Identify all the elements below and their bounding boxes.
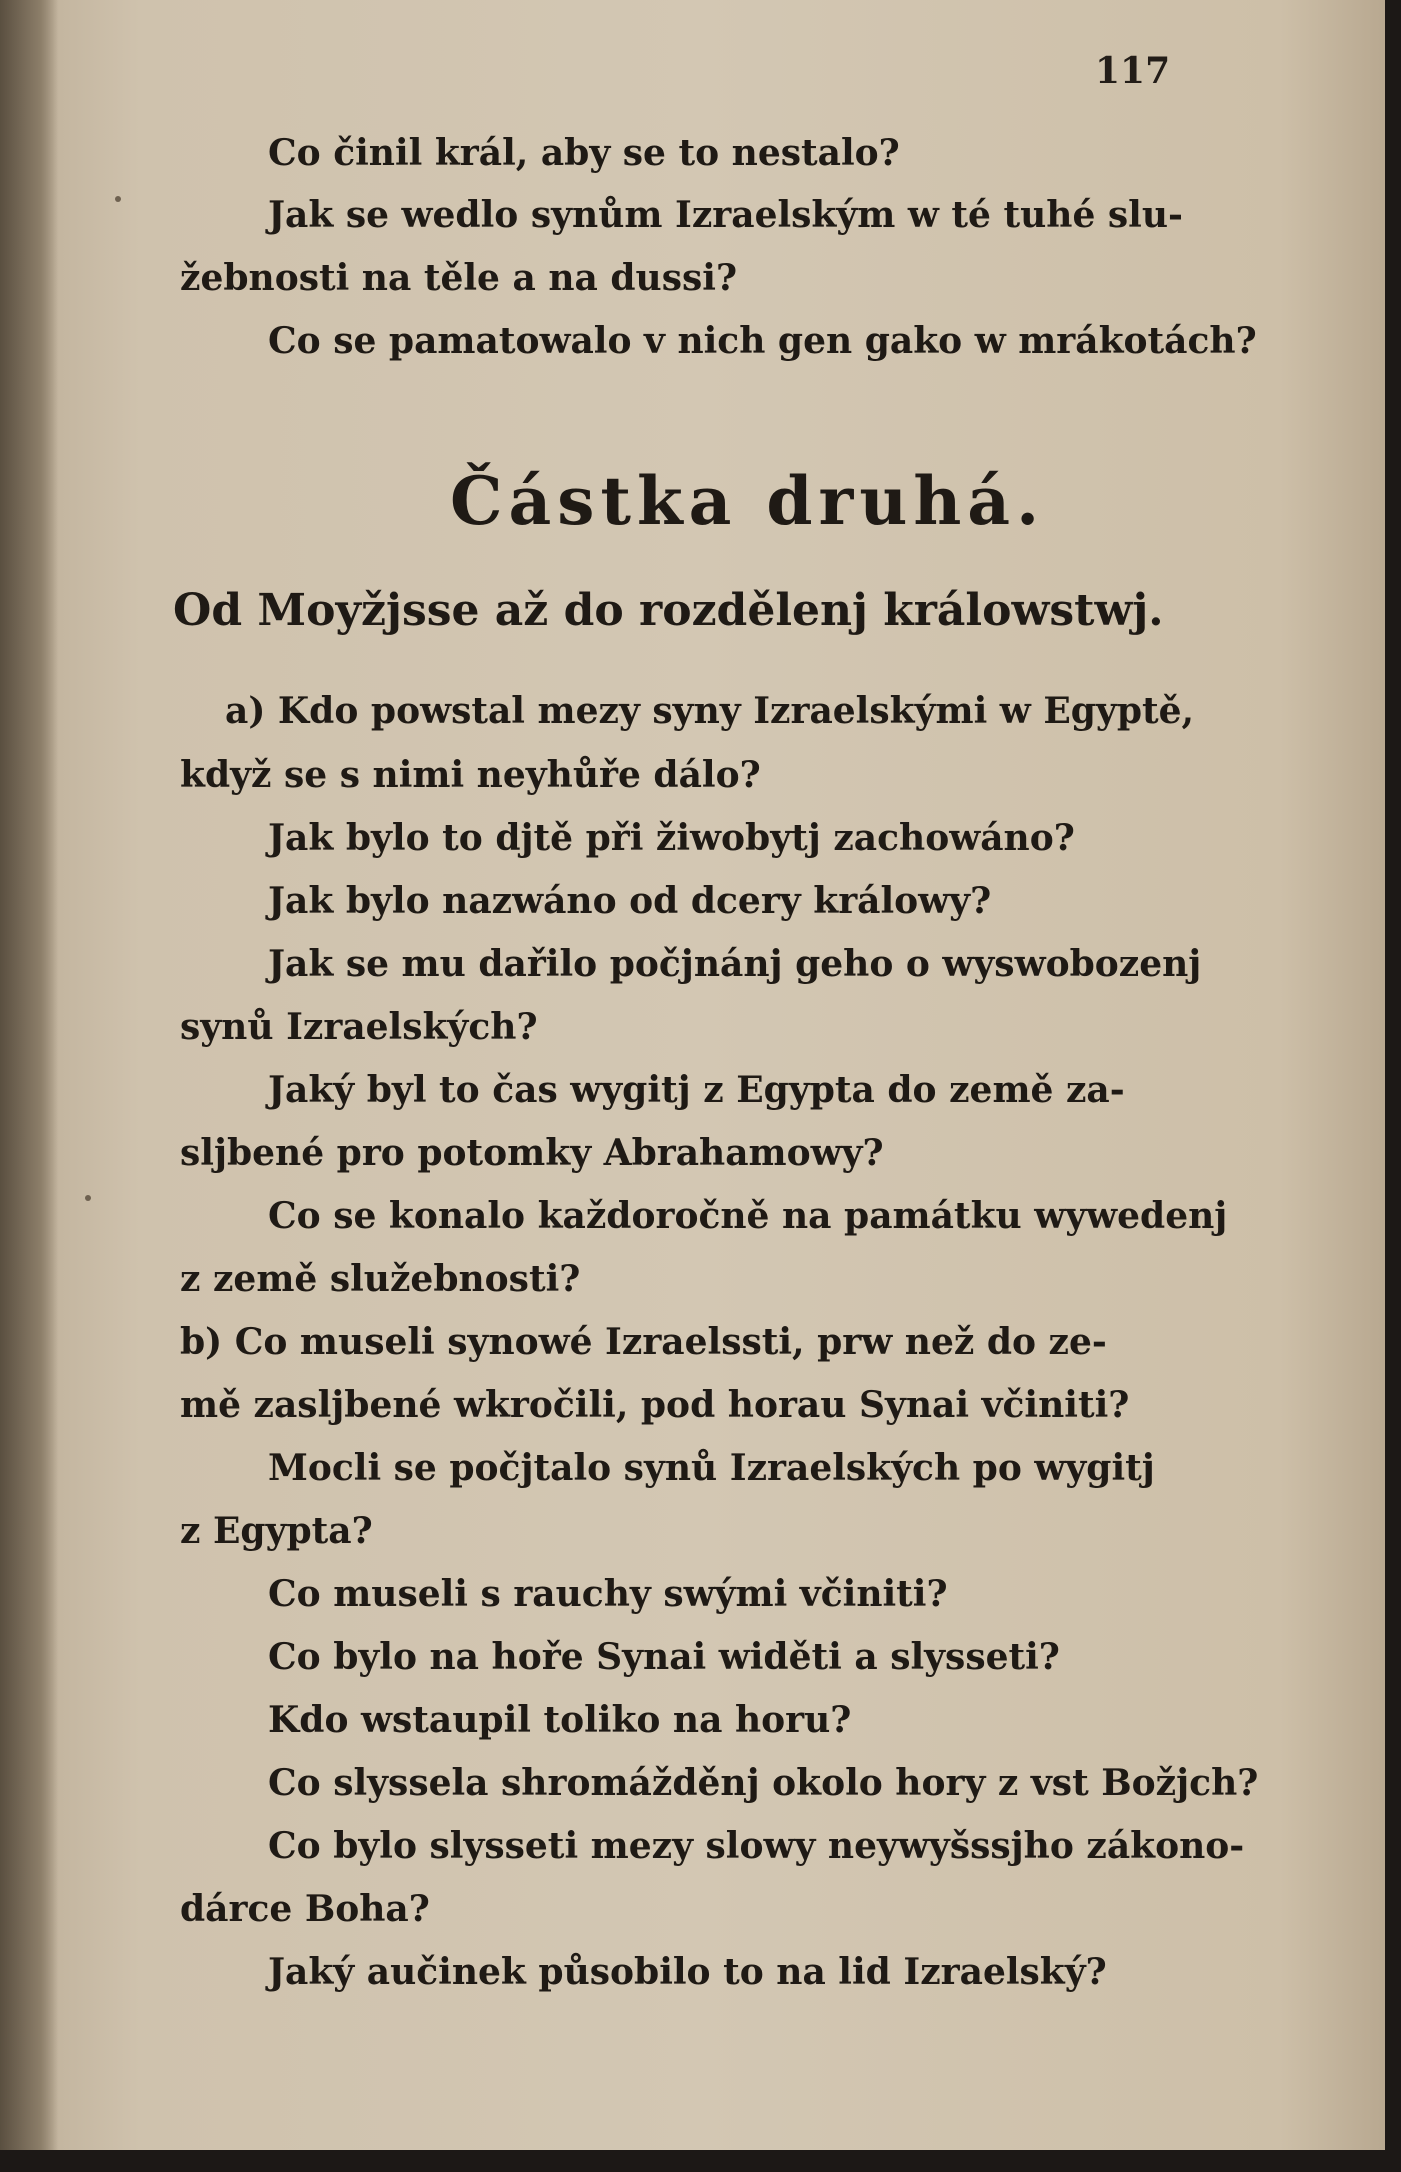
section-subheading: Od Moyžjsse až do rozdělenj králowstwj. <box>173 585 1164 636</box>
body-line: Co slyssela shromážděnj okolo hory z vst Božjch? <box>268 1762 1259 1804</box>
page-number: 117 <box>1095 50 1171 92</box>
paper-speck <box>85 1195 91 1201</box>
body-line: synů Izraelských? <box>180 1006 538 1048</box>
body-line: z země služebnosti? <box>180 1258 581 1300</box>
body-line: Jaký byl to čas wygitj z Egypta do země za- <box>268 1069 1125 1111</box>
body-line: mě zaslјbené wkročili, pod horau Synai včiniti? <box>180 1384 1130 1426</box>
body-line: Co bylo na hoře Synai widěti a slysseti? <box>268 1636 1060 1678</box>
intro-line: Co činil král, aby se to nestalo? <box>268 132 900 174</box>
binding-gutter <box>0 0 58 2150</box>
paper-speck <box>115 196 121 202</box>
body-line: Jak se mu dařilo počjnánj geho o wyswobozenj <box>268 943 1202 985</box>
body-line: Jak bylo nazwáno od dcery králowy? <box>268 880 992 922</box>
body-line: dárce Boha? <box>180 1888 430 1930</box>
body-line: Co bylo slysseti mezy slowy neywyšssjho zákono- <box>268 1825 1245 1867</box>
body-line: Mocli se počjtalo synů Izraelských po wygitj <box>268 1447 1155 1489</box>
body-line: Co se konalo každoročně na památku wywedenj <box>268 1195 1228 1237</box>
body-line: a) Kdo powstal mezy syny Izraelskými w Egyptě, <box>225 690 1195 732</box>
body-line: z Egypta? <box>180 1510 373 1552</box>
intro-line: Jak se wedlo synům Izraelským w té tuhé slu- <box>268 194 1183 236</box>
intro-line: žebnosti na těle a na dussi? <box>180 257 738 299</box>
body-line: b) Co museli synowé Izraelssti, prw než do ze- <box>180 1321 1107 1363</box>
body-line: slјbené pro potomky Abrahamowy? <box>180 1132 884 1174</box>
section-heading: Částka druhá. <box>450 462 1046 540</box>
body-line: Jak bylo to djtě při žiwobytj zachowáno? <box>268 817 1075 859</box>
body-line: když se s nimi neyhůře dálo? <box>180 754 761 796</box>
body-line: Kdo wstaupil toliko na horu? <box>268 1699 852 1741</box>
intro-line: Co se pamatowalo v nich gen gako w mrákotách? <box>268 320 1257 362</box>
body-line: Co museli s rauchy swými včiniti? <box>268 1573 948 1615</box>
body-line: Jaký aučinek působilo to na lid Izraelský? <box>268 1951 1107 1993</box>
